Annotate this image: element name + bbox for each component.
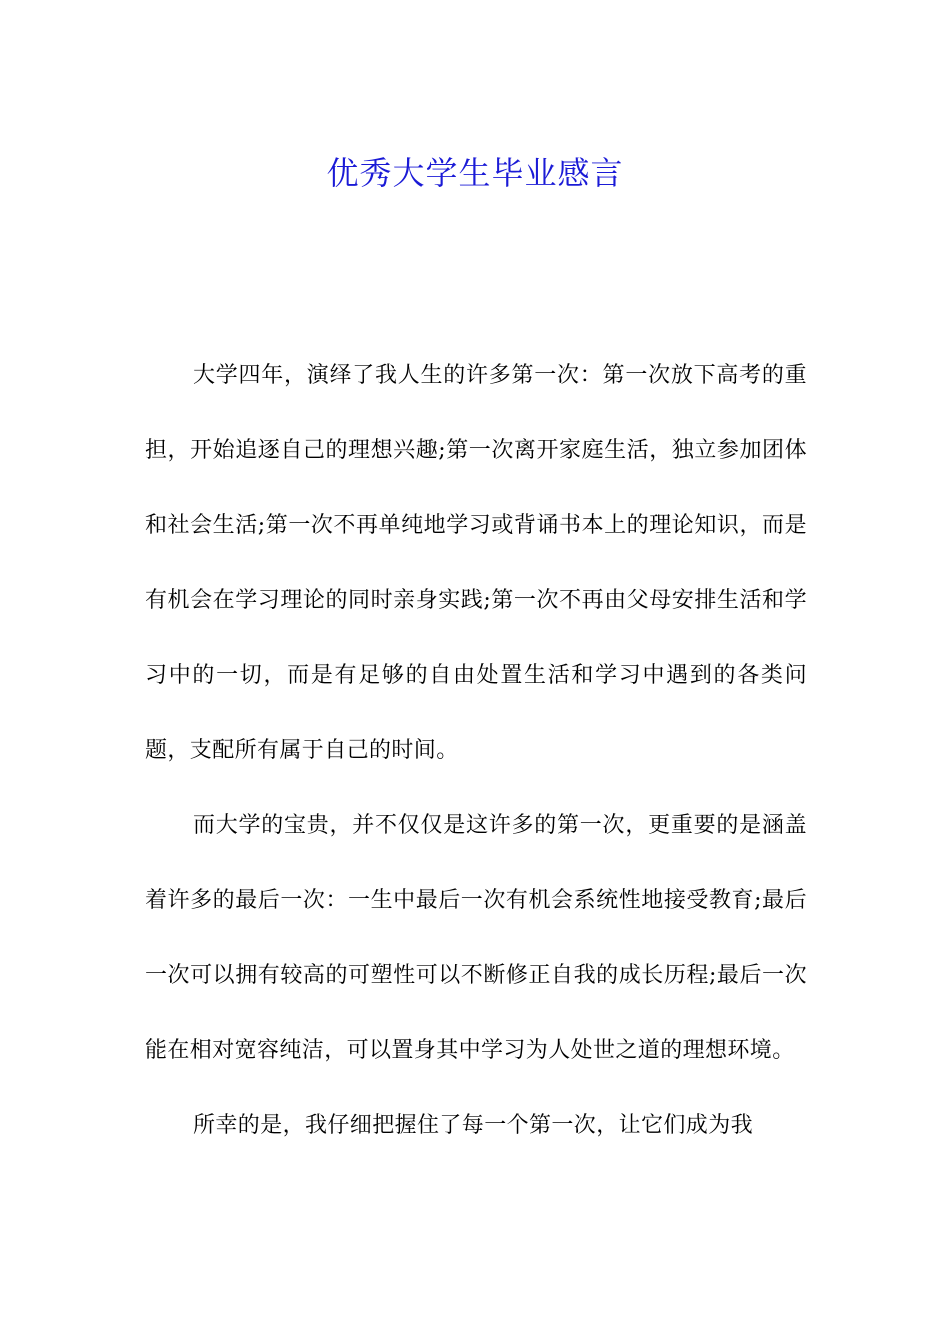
paragraph-2: 而大学的宝贵，并不仅仅是这许多的第一次，更重要的是涵盖着许多的最后一次：一生中最后一次有机会系统性地接受教育;最后一次可以拥有较高的可塑性可以不断修正自我的成长历程;最后一次能在相对宽容纯洁，可以置身其中学习为人处世之道的理想环境。 [145,813,807,1063]
document-title: 优秀大学生毕业感言 [326,154,624,193]
paragraph-1: 大学四年，演绎了我人生的许多第一次：第一次放下高考的重担，开始追逐自己的理想兴趣;第一次离开家庭生活，独立参加团体和社会生活;第一次不再单纯地学习或背诵书本上的理论知识，而是有机会在学习理论的同时亲身实践;第一次不再由父母安排生活和学习中的一切，而是有足够的自由处置生活和学习中遇到的各类问题，支配所有属于自己的时间。 [145,363,807,763]
paragraph-3: 所幸的是，我仔细把握住了每一个第一次，让它们成为我 [193,1113,754,1138]
document-body [145,338,807,1163]
